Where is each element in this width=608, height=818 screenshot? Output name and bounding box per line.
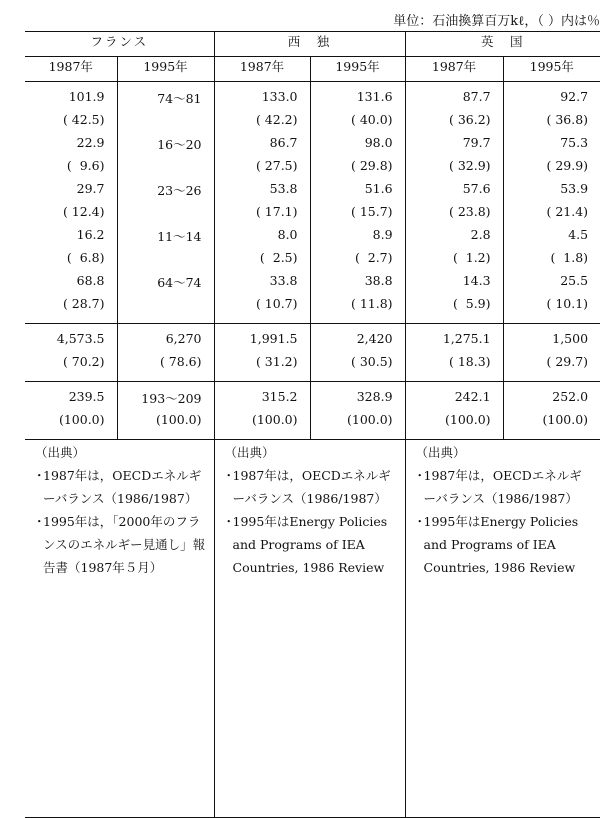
table-cell: 4.5: [503, 227, 600, 250]
table-cell: ( 5.9): [405, 296, 503, 324]
table-cell: 16～20: [117, 135, 214, 158]
source-item: ・ 1995年は，「2000年のフランスのエネルギー見通し」報告書（1987年５月）: [33, 514, 206, 575]
table-cell: 252.0: [503, 382, 600, 413]
table-row: [25, 354, 600, 382]
table-cell: 131.6: [310, 82, 405, 113]
table-cell: 68.8: [76, 273, 105, 288]
table-row: [25, 382, 600, 413]
table-cell: ( 40.0): [310, 112, 405, 135]
table-cell: 239.5: [25, 382, 117, 413]
table-cell: 315.2: [214, 382, 310, 413]
table-cell: ( 15.7): [310, 204, 405, 227]
year-header: 1987年: [214, 57, 310, 82]
table-cell: (100.0): [405, 412, 503, 440]
table-row: [25, 82, 600, 113]
source-item: ・ 1995年はEnergy Policies and Programs of IEA Countries, 1986 Review: [413, 514, 579, 575]
table-row: [25, 158, 600, 181]
table-cell: ( 12.4): [62, 204, 105, 219]
table-cell: 328.9: [310, 382, 405, 413]
country-header-france: フランス: [25, 32, 214, 57]
table-cell: 14.3: [405, 273, 503, 296]
table-cell: 4,573.5: [25, 324, 117, 355]
table-cell: 11～14: [117, 227, 214, 250]
table-cell: ( 31.2): [214, 354, 310, 382]
table-cell: ( 29.7): [503, 354, 600, 382]
source-item: ・ 1987年は，OECDエネルギーバランス（1986/1987）: [33, 468, 202, 506]
year-header: 1987年: [405, 57, 503, 82]
table-cell: ( 23.8): [405, 204, 503, 227]
table-cell: 1,991.5: [214, 324, 310, 355]
table-cell: ( 17.1): [214, 204, 310, 227]
table-cell: 25.5: [503, 273, 600, 296]
table-cell: 92.7: [503, 82, 600, 113]
table-cell: [117, 296, 214, 324]
table-cell: 133.0: [214, 82, 310, 113]
unit-note: 単位：石油換算百万kℓ，（ ）内は％: [393, 14, 600, 29]
table-cell: [117, 250, 214, 273]
table-cell: 51.6: [310, 181, 405, 204]
table-cell: ( 42.5): [62, 112, 105, 127]
table-cell: ( 10.7): [214, 296, 310, 324]
table-cell: [117, 158, 214, 181]
table-cell: 8.9: [310, 227, 405, 250]
table-cell: 22.9: [76, 135, 105, 150]
table-row: [25, 112, 600, 135]
table-cell: ( 9.6): [66, 158, 105, 173]
table-cell: ( 36.2): [405, 112, 503, 135]
table-cell: 193～209: [117, 382, 214, 413]
table-cell: 29.7: [76, 181, 105, 196]
table-cell: ( 29.9): [503, 158, 600, 181]
table-cell: ( 42.2): [214, 112, 310, 135]
table-cell: 98.0: [310, 135, 405, 158]
table-row: [25, 296, 600, 324]
source-item: ・ 1995年はEnergy Policies and Programs of IEA Countries, 1986 Review: [222, 514, 388, 575]
table-cell: 8.0: [214, 227, 310, 250]
table-cell: (100.0): [58, 412, 105, 427]
source-item: ・ 1987年は，OECDエネルギーバランス（1986/1987）: [413, 468, 582, 506]
table-cell: 242.1: [405, 382, 503, 413]
table-cell: 1,275.1: [405, 324, 503, 355]
table-cell: ( 36.8): [503, 112, 600, 135]
table-row: [25, 273, 600, 296]
energy-supply-table: [25, 31, 600, 818]
table-cell: 2,420: [310, 324, 405, 355]
table-cell: ( 1.8): [503, 250, 600, 273]
table-cell: ( 27.5): [214, 158, 310, 181]
table-cell: ( 6.8): [66, 250, 105, 265]
table-cell: 53.9: [503, 181, 600, 204]
table-cell: ( 18.3): [405, 354, 503, 382]
table-cell: 53.8: [214, 181, 310, 204]
table-cell: 74～81: [117, 82, 214, 113]
table-cell: 75.3: [503, 135, 600, 158]
table-cell: 23～26: [117, 181, 214, 204]
source-france: [25, 440, 214, 818]
table-row: [25, 250, 600, 273]
source-item: ・ 1987年は，OECDエネルギーバランス（1986/1987）: [222, 468, 391, 506]
table-cell: ( 78.6): [117, 354, 214, 382]
table-cell: 79.7: [405, 135, 503, 158]
year-header: 1987年: [25, 57, 117, 82]
table-cell: ( 2.7): [310, 250, 405, 273]
table-row: [25, 412, 600, 440]
table-cell: ( 2.5): [214, 250, 310, 273]
table-row: [25, 227, 600, 250]
table-cell: 6,270: [117, 324, 214, 355]
year-header-row: [25, 57, 600, 82]
table-cell: (100.0): [117, 412, 214, 440]
year-header: 1995年: [503, 57, 600, 82]
source-west-germany: [214, 440, 405, 818]
table-cell: [117, 204, 214, 227]
country-header-uk: 英 国: [405, 32, 600, 57]
source-uk: [405, 440, 600, 818]
table-cell: 101.9: [68, 89, 105, 104]
year-header: 1995年: [117, 57, 214, 82]
table-cell: 57.6: [405, 181, 503, 204]
table-row: [25, 204, 600, 227]
table-row: [25, 181, 600, 204]
table-row: [25, 135, 600, 158]
table-cell: ( 1.2): [405, 250, 503, 273]
table-cell: ( 21.4): [503, 204, 600, 227]
table-cell: ( 29.8): [310, 158, 405, 181]
source-heading: （出典）: [35, 445, 86, 460]
table-cell: ( 32.9): [405, 158, 503, 181]
table-cell: ( 70.2): [62, 354, 105, 369]
source-heading: （出典）: [415, 445, 466, 460]
table-cell: ( 10.1): [503, 296, 600, 324]
table-cell: 38.8: [310, 273, 405, 296]
table-cell: 87.7: [405, 82, 503, 113]
table-cell: 64～74: [117, 273, 214, 296]
table-cell: 2.8: [405, 227, 503, 250]
table-cell: 86.7: [214, 135, 310, 158]
table-cell: ( 11.8): [310, 296, 405, 324]
table-cell: 33.8: [214, 273, 310, 296]
table-cell: (100.0): [503, 412, 600, 440]
country-header-west-germany: 西 独: [214, 32, 405, 57]
table-cell: ( 28.7): [62, 296, 105, 311]
table-cell: 16.2: [76, 227, 105, 242]
table-cell: (100.0): [214, 412, 310, 440]
table-cell: ( 30.5): [310, 354, 405, 382]
country-header-row: [25, 32, 600, 57]
table-cell: [117, 112, 214, 135]
sources-row: [25, 440, 600, 818]
table-cell: 1,500: [503, 324, 600, 355]
source-heading: （出典）: [224, 445, 275, 460]
table-row: [25, 324, 600, 355]
year-header: 1995年: [310, 57, 405, 82]
table-cell: (100.0): [310, 412, 405, 440]
